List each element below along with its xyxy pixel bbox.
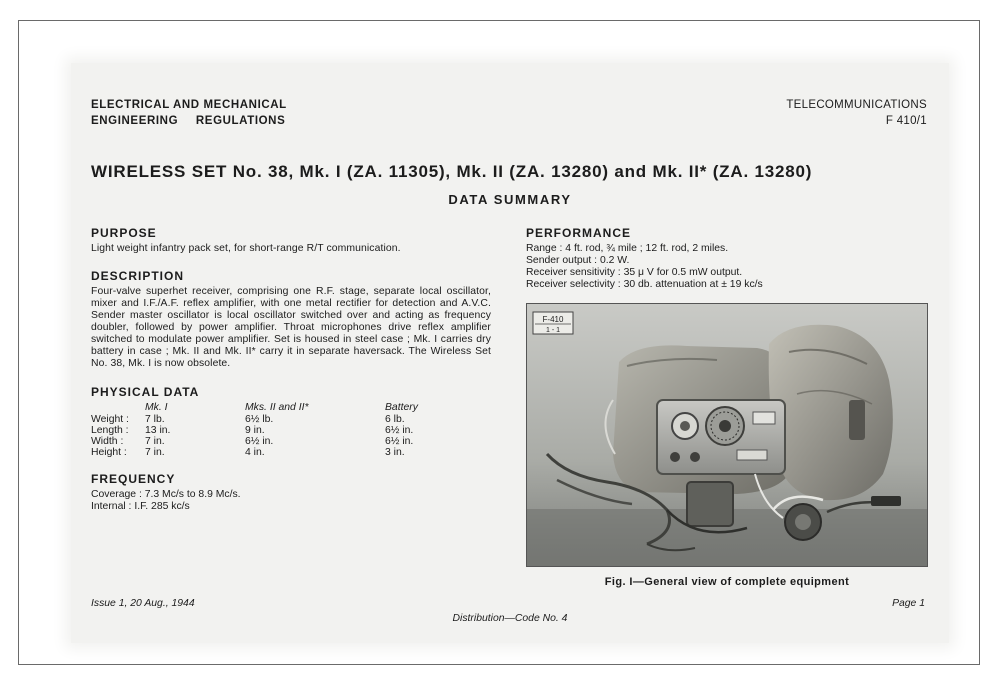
cell-mk1: 7 in. <box>145 447 165 458</box>
col-battery: Battery <box>385 402 418 413</box>
cell-mk1: 13 in. <box>145 425 171 436</box>
header-right-line2: F 410/1 <box>885 115 927 127</box>
performance-selectivity: Receiver selectivity : 30 db. attenuation at ± 19 kc/s <box>526 279 763 290</box>
cell-battery: 6½ in. <box>385 436 414 447</box>
equipment-photo-illustration <box>527 304 927 566</box>
description-heading: DESCRIPTION <box>91 269 185 283</box>
table-row <box>91 447 465 458</box>
cell-battery: 6 lb. <box>385 414 405 425</box>
header-regulations <box>91 97 287 129</box>
issue-date: Issue 1, 20 Aug., 1944 <box>91 598 195 609</box>
performance-heading: PERFORMANCE <box>526 226 632 240</box>
frequency-lines <box>91 489 491 513</box>
performance-lines <box>526 243 936 291</box>
left-column <box>91 226 491 513</box>
row-label: Length : <box>91 425 129 436</box>
header-left-line1: ELECTRICAL AND MECHANICAL <box>91 99 287 111</box>
table-row <box>91 436 465 447</box>
physical-header-row <box>91 402 465 414</box>
performance-range: Range : 4 ft. rod, ¾ mile ; 12 ft. rod, 2 miles. <box>526 243 729 254</box>
description-text: Four-valve superhet receiver, comprising one R.F. stage, separate local oscillator, mixer and I.F./A.F. reflex amplifier, with one metal rectifier for detection and A.V.C. Sender master oscillator is local oscillator switched over and acting as frequency doubler, followed by power amplifier. Throat microphones drive reflex amplifier switched to modulate power amplifier. Set is housed in steel case ; Mk. I carries dry battery in case ; Mk. II and Mk. II* carry it in separate haversack. The Wireless Set No. 38, Mk. I is now obsolete. <box>91 286 491 369</box>
header-reference <box>786 97 927 129</box>
cell-mk1: 7 in. <box>145 436 165 447</box>
photo-tag-line1: F-410 <box>542 315 564 324</box>
cell-mk2: 6½ lb. <box>245 414 274 425</box>
document-title: WIRELESS SET No. 38, Mk. I (ZA. 11305), Mk. II (ZA. 13280) and Mk. II* (ZA. 13280) <box>91 162 813 181</box>
frequency-heading: FREQUENCY <box>91 472 176 486</box>
right-column <box>526 226 936 291</box>
row-label: Weight : <box>91 414 129 425</box>
row-label: Height : <box>91 447 127 458</box>
document-sheet <box>71 63 949 643</box>
cell-mk2: 4 in. <box>245 447 265 458</box>
header-right-line1: TELECOMMUNICATIONS <box>786 99 927 111</box>
performance-sensitivity: Receiver sensitivity : 35 μ V for 0.5 mW output. <box>526 267 743 278</box>
cell-mk1: 7 lb. <box>145 414 165 425</box>
equipment-photo <box>526 303 928 567</box>
page-number: Page 1 <box>892 598 925 609</box>
cell-battery: 3 in. <box>385 447 405 458</box>
physical-data-table <box>91 402 465 458</box>
distribution-code: Distribution—Code No. 4 <box>452 613 568 624</box>
cell-mk2: 6½ in. <box>245 436 274 447</box>
photo-tag-line2: 1 - 1 <box>545 327 561 334</box>
col-mk2: Mks. II and II* <box>245 402 309 413</box>
physical-heading: PHYSICAL DATA <box>91 385 200 399</box>
row-label: Width : <box>91 436 124 447</box>
purpose-text: Light weight infantry pack set, for short-range R/T communication. <box>91 243 401 254</box>
figure-caption: Fig. I—General view of complete equipment <box>604 576 850 588</box>
page-frame <box>18 20 980 665</box>
purpose-heading: PURPOSE <box>91 226 157 240</box>
cell-battery: 6½ in. <box>385 425 414 436</box>
performance-sender-output: Sender output : 0.2 W. <box>526 255 630 266</box>
table-row <box>91 414 465 425</box>
col-mk1: Mk. I <box>145 402 168 413</box>
header-left-line2: ENGINEERING REGULATIONS <box>91 115 286 127</box>
table-row <box>91 425 465 436</box>
frequency-coverage: Coverage : 7.3 Mc/s to 8.9 Mc/s. <box>91 489 241 500</box>
frequency-internal: Internal : I.F. 285 kc/s <box>91 501 190 512</box>
document-subtitle: DATA SUMMARY <box>448 192 572 207</box>
cell-mk2: 9 in. <box>245 425 265 436</box>
